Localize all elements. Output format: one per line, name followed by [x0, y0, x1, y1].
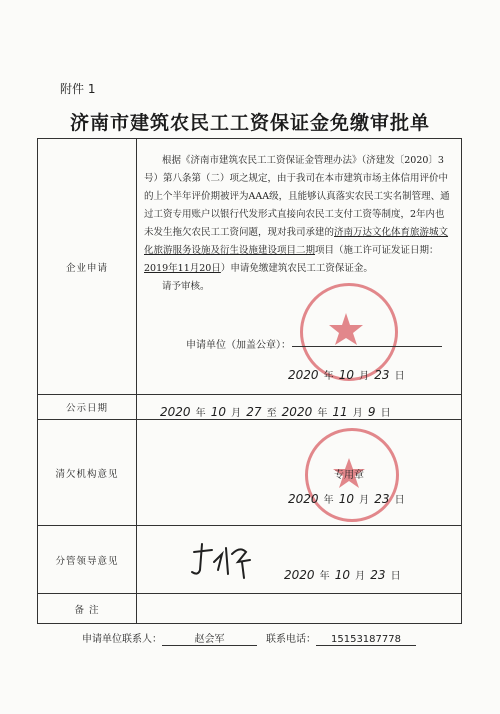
row-remarks	[38, 594, 462, 624]
document-title: 济南市建筑农民工工资保证金免缴审批单	[69, 112, 430, 134]
arrears-month: 10	[338, 492, 355, 506]
leader-signature	[188, 540, 268, 580]
application-text-part3: ）申请免缴建筑农民工工资保证金。	[220, 263, 373, 274]
unit-year: 年	[323, 371, 334, 382]
leader-month: 10	[334, 568, 351, 582]
unit-day: 日	[380, 408, 391, 419]
unit-day: 日	[394, 495, 405, 506]
unit-month: 月	[359, 371, 370, 382]
contact-person	[82, 630, 257, 646]
applicant-label: 申请单位（加盖公章）：	[186, 340, 291, 351]
publicity-label: 公示日期	[38, 395, 137, 420]
end-day: 9	[367, 405, 376, 419]
permit-date: 2019年11月20日	[144, 263, 221, 274]
start-day: 27	[246, 405, 262, 419]
application-date-day: 23	[374, 368, 390, 382]
unit-day: 日	[394, 371, 405, 382]
attachment-label: 附件 1	[60, 82, 96, 96]
leader-cell	[137, 526, 462, 594]
application-text-part2: 项目（施工许可证发证日期：	[315, 245, 439, 256]
application-date-month: 10	[338, 368, 355, 382]
remarks-cell	[137, 594, 462, 624]
publicity-dates	[160, 401, 391, 420]
leader-label: 分管领导意见	[38, 526, 137, 594]
unit-month: 月	[231, 408, 242, 419]
leader-date	[284, 564, 401, 583]
application-label: 企业申请	[38, 139, 137, 395]
project-name: 济南万达文化体育旅游城文化旅游服务设施及衍生设施建设项目二期	[144, 227, 449, 256]
unit-month: 月	[355, 571, 366, 582]
please-review: 请予审核。	[162, 281, 210, 292]
unit-year: 年	[317, 408, 328, 419]
arrears-day: 23	[374, 492, 390, 506]
contact-label: 申请单位联系人：	[82, 634, 162, 645]
unit-year: 年	[195, 408, 206, 419]
start-year: 2020	[160, 405, 191, 419]
arrears-cell	[137, 420, 462, 526]
phone-number: 15153187778	[316, 634, 416, 646]
application-date	[288, 364, 405, 383]
remarks-label: 备 注	[38, 594, 137, 624]
arrears-date	[288, 488, 405, 507]
unit-month: 月	[359, 495, 370, 506]
application-text-part1: 根据《济南市建筑农民工工资保证金管理办法》（济建发〔2020〕3号）第八条第（二）项之规定，由于我司在本市建筑市场主体信用评价中的上个半年评价期被评为AAA级，且能够认真落实农民工实名制管理、通过工资专用账户以银行代发形式直接向农民工支付工资等制度，2年内也未发生拖欠农民工工资问题，现对我司承建的	[144, 155, 450, 238]
leader-year: 2020	[284, 568, 315, 582]
arrears-label: 清欠机构意见	[38, 420, 137, 526]
unit-year: 年	[319, 571, 330, 582]
star-icon	[300, 283, 392, 375]
contact-phone	[266, 630, 416, 646]
start-month: 10	[210, 405, 227, 419]
phone-label: 联系电话：	[266, 634, 316, 645]
special-seal-text: 专用章	[334, 470, 364, 481]
applicant-signature-line	[292, 346, 442, 347]
unit-day: 日	[390, 571, 401, 582]
arrears-year: 2020	[288, 492, 319, 506]
application-date-year: 2020	[288, 368, 319, 382]
unit-month: 月	[352, 408, 363, 419]
leader-day: 23	[370, 568, 386, 582]
contact-name: 赵会军	[162, 630, 257, 646]
application-paragraph	[144, 152, 450, 296]
to-label: 至	[266, 408, 277, 419]
unit-year: 年	[323, 495, 334, 506]
end-month: 11	[332, 405, 348, 419]
end-year: 2020	[281, 405, 313, 419]
